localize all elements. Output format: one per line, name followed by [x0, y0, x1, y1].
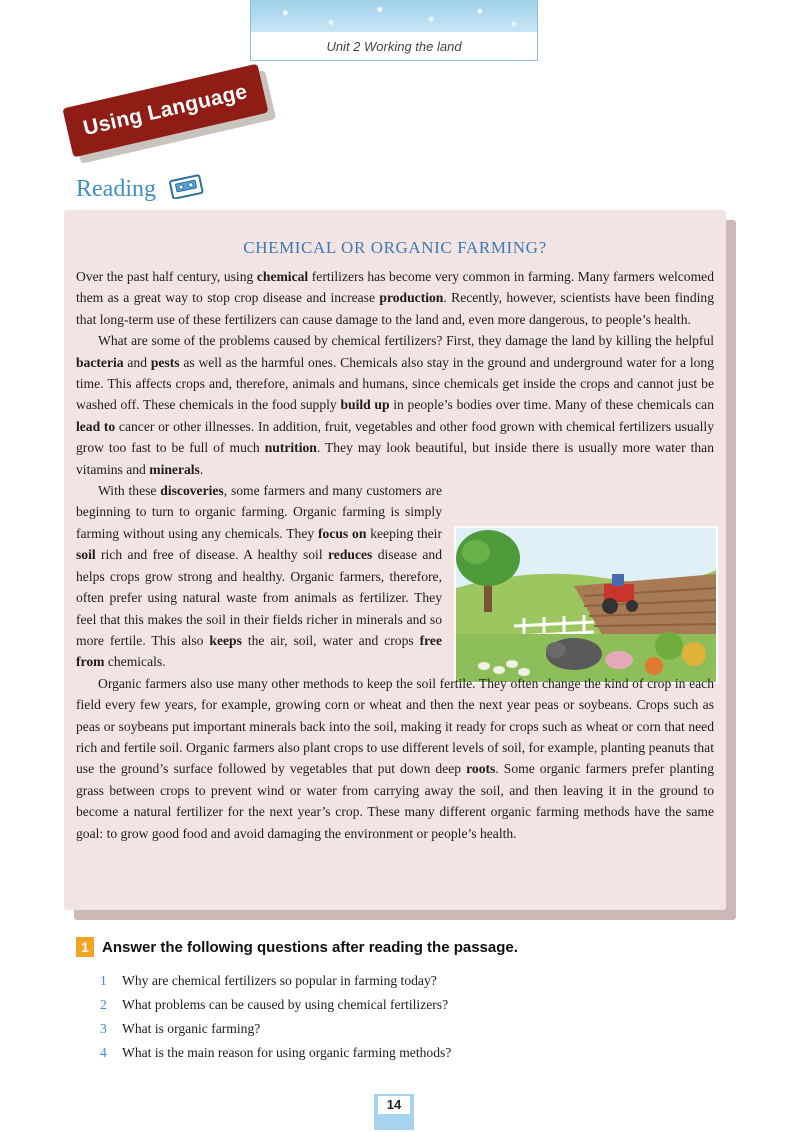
- passage-paragraph: Organic farmers also use many other methods to keep the soil fertile. They often change the kind of crop in each field every few years, for example, growing corn or wheat and then the next year peas or soybeans. Crops such as peas or soybeans put important minerals back into the soil, making it ready for crops such as wheat or corn that need rich and fertile soil. Organic farmers also plant crops to use different levels of soil, for example, planting peanuts that use the ground’s surface followed by vegetables that put down deep roots. Some organic farmers prefer planting grass between crops to prevent wind or water from carrying away the soil, and then leaving it in the ground to become a natural fertilizer for the next year’s crop. These many different organic farming methods have the same goal: to grow good food and avoid damaging the environment or people’s health.: [76, 675, 714, 841]
- exercise-instruction: Answer the following questions after reading the passage.: [102, 938, 518, 956]
- unit-title: Unit 2 Working the land: [326, 39, 462, 54]
- water-banner: [251, 0, 537, 32]
- list-item: 4 What is the main reason for using organic farming methods?: [100, 1045, 452, 1060]
- passage-paragraph: Over the past half century, using chemical fertilizers has become very common in farming. Many farmers welcomed them as a great way to stop crop disease and increase production. Recently, however, scientists have been finding that long-term use of these fertilizers can cause damage to the land and, even more dangerous, to people’s health.: [76, 269, 714, 327]
- list-item: 3 What is organic farming?: [100, 1021, 261, 1036]
- passage-paragraph: What are some of the problems caused by chemical fertilizers? First, they damage the land by killing the helpful bacteria and pests as well as the harmful ones. Chemicals also stay in the ground and underground water for a long time. This affects crops and, therefore, animals and humans, since chemicals get inside the crops and cannot just be washed off. These chemicals in the food supply build up in people’s bodies over time. Many of these chemicals can lead to cancer or other illnesses. In addition, fruit, vegetables and other food grown with chemical fertilizers usually grow too fast to be full of much nutrition. They may look beautiful, but inside there is usually more water than vitamins and minerals.: [76, 333, 714, 477]
- exercise-number: 1: [76, 937, 94, 957]
- exercise-heading: [76, 937, 518, 957]
- list-item: 2 What problems can be caused by using chemical fertilizers?: [100, 997, 449, 1012]
- passage-paragraph: With these discoveries, some farmers and many customers are beginning to turn to organic farming. Organic farming is simply farming without using any chemicals. They focus on keeping their soil rich and free of disease. A healthy soil reduces disease and helps crops grow strong and healthy. Organic farmers, therefore, often prefer using natural waste from animals as fertilizer. They feel that this makes the soil in their fields richer in minerals and so more fertile. This also keeps the air, soil, water and crops free from chemicals.: [76, 480, 714, 673]
- cassette-tape-icon: [168, 173, 204, 206]
- page-number-label: 14: [378, 1096, 410, 1114]
- passage-body: [76, 266, 714, 844]
- badge-label: Using Language: [81, 79, 250, 141]
- illustration-wrap: [442, 482, 714, 632]
- unit-header-tab: [250, 0, 538, 61]
- section-label: Reading: [76, 176, 156, 202]
- using-language-badge: [62, 64, 268, 158]
- page-number: [374, 1094, 414, 1130]
- question-list: [100, 969, 451, 1065]
- section-heading: [76, 173, 204, 206]
- list-item: 1 Why are chemical fertilizers so popular in farming today?: [100, 973, 437, 988]
- passage-title: CHEMICAL OR ORGANIC FARMING?: [243, 238, 547, 257]
